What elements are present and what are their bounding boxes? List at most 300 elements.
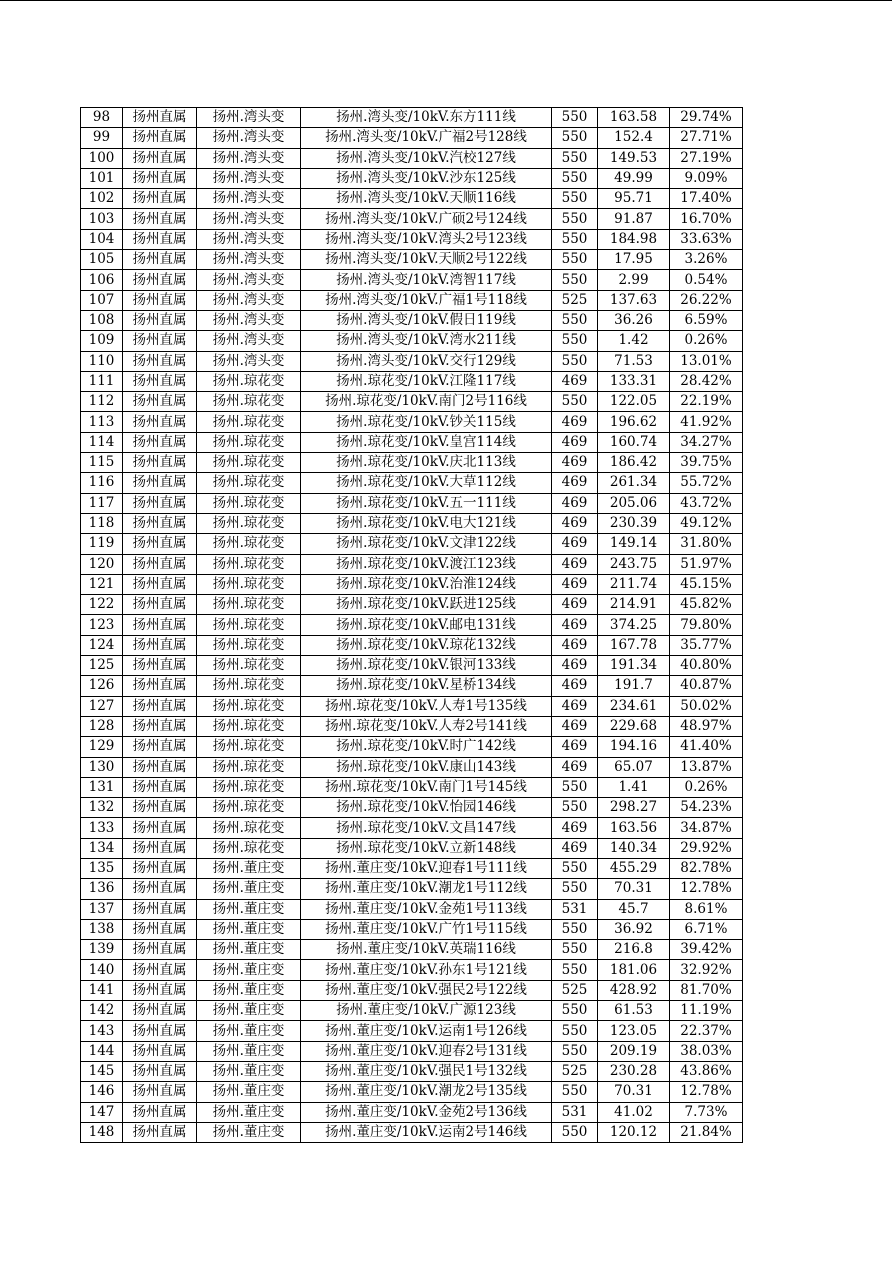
substation-cell: 扬州.琼花变 — [197, 737, 301, 757]
load-rate-cell: 12.78% — [670, 879, 743, 899]
load-rate-cell: 54.23% — [670, 798, 743, 818]
load-rate-cell: 16.70% — [670, 209, 743, 229]
feeder-line-cell: 扬州.董庄变/10kV.迎春1号111线 — [301, 858, 552, 878]
rated-capacity-cell: 469 — [552, 534, 598, 554]
row-number-cell: 122 — [81, 595, 123, 615]
substation-cell: 扬州.湾头变 — [197, 290, 301, 310]
rated-capacity-cell: 469 — [552, 656, 598, 676]
rated-capacity-cell: 550 — [552, 1021, 598, 1041]
load-value-cell: 123.05 — [598, 1021, 670, 1041]
load-rate-cell: 43.72% — [670, 493, 743, 513]
table-row — [81, 899, 743, 919]
load-rate-cell: 27.19% — [670, 148, 743, 168]
substation-cell: 扬州.琼花变 — [197, 574, 301, 594]
load-value-cell: 149.14 — [598, 534, 670, 554]
rated-capacity-cell: 550 — [552, 879, 598, 899]
load-rate-cell: 22.19% — [670, 392, 743, 412]
row-number-cell: 100 — [81, 148, 123, 168]
feeder-line-cell: 扬州.琼花变/10kV.康山143线 — [301, 757, 552, 777]
feeder-line-cell: 扬州.湾头变/10kV.汽校127线 — [301, 148, 552, 168]
load-rate-cell: 29.74% — [670, 108, 743, 128]
substation-cell: 扬州.琼花变 — [197, 513, 301, 533]
substation-cell: 扬州.湾头变 — [197, 250, 301, 270]
load-value-cell: 298.27 — [598, 798, 670, 818]
load-rate-cell: 0.54% — [670, 270, 743, 290]
table-row — [81, 1021, 743, 1041]
load-value-cell: 137.63 — [598, 290, 670, 310]
table-row — [81, 270, 743, 290]
table-row — [81, 757, 743, 777]
load-rate-cell: 43.86% — [670, 1061, 743, 1081]
substation-cell: 扬州.湾头变 — [197, 148, 301, 168]
company-cell: 扬州直属 — [123, 777, 197, 797]
row-number-cell: 123 — [81, 615, 123, 635]
row-number-cell: 99 — [81, 128, 123, 148]
table-row — [81, 1041, 743, 1061]
rated-capacity-cell: 550 — [552, 250, 598, 270]
load-rate-cell: 81.70% — [670, 980, 743, 1000]
substation-cell: 扬州.琼花变 — [197, 818, 301, 838]
company-cell: 扬州直属 — [123, 757, 197, 777]
feeder-line-cell: 扬州.湾头变/10kV.湾智117线 — [301, 270, 552, 290]
row-number-cell: 127 — [81, 696, 123, 716]
load-value-cell: 216.8 — [598, 940, 670, 960]
rated-capacity-cell: 550 — [552, 351, 598, 371]
company-cell: 扬州直属 — [123, 473, 197, 493]
load-value-cell: 70.31 — [598, 879, 670, 899]
rated-capacity-cell: 550 — [552, 798, 598, 818]
feeder-line-cell: 扬州.湾头变/10kV.广硕2号124线 — [301, 209, 552, 229]
row-number-cell: 144 — [81, 1041, 123, 1061]
table-row — [81, 128, 743, 148]
row-number-cell: 132 — [81, 798, 123, 818]
load-value-cell: 230.28 — [598, 1061, 670, 1081]
row-number-cell: 128 — [81, 716, 123, 736]
company-cell: 扬州直属 — [123, 189, 197, 209]
load-value-cell: 181.06 — [598, 960, 670, 980]
table-row — [81, 392, 743, 412]
company-cell: 扬州直属 — [123, 1061, 197, 1081]
row-number-cell: 114 — [81, 432, 123, 452]
load-rate-cell: 13.01% — [670, 351, 743, 371]
load-rate-cell: 40.80% — [670, 656, 743, 676]
load-rate-cell: 8.61% — [670, 899, 743, 919]
table-row — [81, 615, 743, 635]
table-row — [81, 940, 743, 960]
company-cell: 扬州直属 — [123, 858, 197, 878]
substation-cell: 扬州.董庄变 — [197, 1041, 301, 1061]
rated-capacity-cell: 469 — [552, 716, 598, 736]
company-cell: 扬州直属 — [123, 209, 197, 229]
company-cell: 扬州直属 — [123, 128, 197, 148]
rated-capacity-cell: 469 — [552, 595, 598, 615]
load-rate-cell: 39.75% — [670, 453, 743, 473]
substation-cell: 扬州.琼花变 — [197, 777, 301, 797]
load-rate-cell: 27.71% — [670, 128, 743, 148]
load-rate-cell: 33.63% — [670, 229, 743, 249]
table-row — [81, 189, 743, 209]
feeder-line-cell: 扬州.琼花变/10kV.南门1号145线 — [301, 777, 552, 797]
table-row — [81, 1102, 743, 1122]
table-row — [81, 798, 743, 818]
substation-cell: 扬州.琼花变 — [197, 412, 301, 432]
table-row — [81, 493, 743, 513]
rated-capacity-cell: 469 — [552, 513, 598, 533]
table-row — [81, 534, 743, 554]
substation-cell: 扬州.琼花变 — [197, 554, 301, 574]
row-number-cell: 126 — [81, 676, 123, 696]
rated-capacity-cell: 469 — [552, 635, 598, 655]
substation-cell: 扬州.董庄变 — [197, 1082, 301, 1102]
load-value-cell: 2.99 — [598, 270, 670, 290]
load-value-cell: 243.75 — [598, 554, 670, 574]
table-row — [81, 1001, 743, 1021]
feeder-line-cell: 扬州.湾头变/10kV.天顺116线 — [301, 189, 552, 209]
load-rate-cell: 32.92% — [670, 960, 743, 980]
substation-cell: 扬州.湾头变 — [197, 209, 301, 229]
substation-cell: 扬州.湾头变 — [197, 270, 301, 290]
feeder-line-cell: 扬州.董庄变/10kV.强民1号132线 — [301, 1061, 552, 1081]
table-row — [81, 371, 743, 391]
table-row — [81, 980, 743, 1000]
substation-cell: 扬州.湾头变 — [197, 108, 301, 128]
feeder-line-cell: 扬州.湾头变/10kV.交行129线 — [301, 351, 552, 371]
rated-capacity-cell: 469 — [552, 371, 598, 391]
substation-cell: 扬州.琼花变 — [197, 371, 301, 391]
load-value-cell: 184.98 — [598, 229, 670, 249]
row-number-cell: 112 — [81, 392, 123, 412]
substation-cell: 扬州.琼花变 — [197, 716, 301, 736]
feeder-line-cell: 扬州.琼花变/10kV.治淮124线 — [301, 574, 552, 594]
rated-capacity-cell: 469 — [552, 838, 598, 858]
substation-cell: 扬州.湾头变 — [197, 351, 301, 371]
row-number-cell: 146 — [81, 1082, 123, 1102]
load-value-cell: 17.95 — [598, 250, 670, 270]
feeder-line-cell: 扬州.琼花变/10kV.五一111线 — [301, 493, 552, 513]
company-cell: 扬州直属 — [123, 696, 197, 716]
load-rate-cell: 21.84% — [670, 1122, 743, 1142]
substation-cell: 扬州.董庄变 — [197, 858, 301, 878]
company-cell: 扬州直属 — [123, 534, 197, 554]
row-number-cell: 105 — [81, 250, 123, 270]
row-number-cell: 142 — [81, 1001, 123, 1021]
substation-cell: 扬州.琼花变 — [197, 392, 301, 412]
feeder-line-cell: 扬州.琼花变/10kV.人寿2号141线 — [301, 716, 552, 736]
row-number-cell: 130 — [81, 757, 123, 777]
load-rate-cell: 34.87% — [670, 818, 743, 838]
feeder-line-cell: 扬州.琼花变/10kV.银河133线 — [301, 656, 552, 676]
row-number-cell: 148 — [81, 1122, 123, 1142]
feeder-line-cell: 扬州.琼花变/10kV.邮电131线 — [301, 615, 552, 635]
rated-capacity-cell: 469 — [552, 676, 598, 696]
rated-capacity-cell: 550 — [552, 919, 598, 939]
feeder-line-cell: 扬州.琼花变/10kV.立新148线 — [301, 838, 552, 858]
rated-capacity-cell: 469 — [552, 737, 598, 757]
company-cell: 扬州直属 — [123, 838, 197, 858]
rated-capacity-cell: 550 — [552, 148, 598, 168]
substation-cell: 扬州.琼花变 — [197, 615, 301, 635]
feeder-line-cell: 扬州.湾头变/10kV.广福2号128线 — [301, 128, 552, 148]
feeder-line-cell: 扬州.琼花变/10kV.人寿1号135线 — [301, 696, 552, 716]
table-row — [81, 331, 743, 351]
feeder-line-cell: 扬州.琼花变/10kV.江隆117线 — [301, 371, 552, 391]
company-cell: 扬州直属 — [123, 432, 197, 452]
load-value-cell: 455.29 — [598, 858, 670, 878]
table-row — [81, 412, 743, 432]
substation-cell: 扬州.湾头变 — [197, 128, 301, 148]
substation-cell: 扬州.琼花变 — [197, 453, 301, 473]
load-value-cell: 71.53 — [598, 351, 670, 371]
feeder-line-cell: 扬州.董庄变/10kV.孙东1号121线 — [301, 960, 552, 980]
row-number-cell: 145 — [81, 1061, 123, 1081]
load-value-cell: 163.56 — [598, 818, 670, 838]
feeder-line-cell: 扬州.琼花变/10kV.钞关115线 — [301, 412, 552, 432]
table-row — [81, 290, 743, 310]
feeder-line-cell: 扬州.董庄变/10kV.潮龙2号135线 — [301, 1082, 552, 1102]
table-row — [81, 595, 743, 615]
load-rate-cell: 40.87% — [670, 676, 743, 696]
load-value-cell: 209.19 — [598, 1041, 670, 1061]
company-cell: 扬州直属 — [123, 453, 197, 473]
feeder-line-cell: 扬州.琼花变/10kV.庆北113线 — [301, 453, 552, 473]
rated-capacity-cell: 550 — [552, 392, 598, 412]
rated-capacity-cell: 550 — [552, 940, 598, 960]
substation-cell: 扬州.董庄变 — [197, 1102, 301, 1122]
load-value-cell: 1.41 — [598, 777, 670, 797]
rated-capacity-cell: 550 — [552, 858, 598, 878]
table-row — [81, 108, 743, 128]
load-value-cell: 428.92 — [598, 980, 670, 1000]
load-rate-cell: 3.26% — [670, 250, 743, 270]
table-row — [81, 554, 743, 574]
feeder-line-cell: 扬州.琼花变/10kV.跃进125线 — [301, 595, 552, 615]
company-cell: 扬州直属 — [123, 168, 197, 188]
company-cell: 扬州直属 — [123, 290, 197, 310]
row-number-cell: 106 — [81, 270, 123, 290]
load-value-cell: 229.68 — [598, 716, 670, 736]
row-number-cell: 109 — [81, 331, 123, 351]
row-number-cell: 143 — [81, 1021, 123, 1041]
table-row — [81, 209, 743, 229]
rated-capacity-cell: 550 — [552, 128, 598, 148]
table-row — [81, 676, 743, 696]
feeder-line-cell: 扬州.琼花变/10kV.大草112线 — [301, 473, 552, 493]
rated-capacity-cell: 550 — [552, 1001, 598, 1021]
company-cell: 扬州直属 — [123, 493, 197, 513]
load-rate-cell: 55.72% — [670, 473, 743, 493]
substation-cell: 扬州.董庄变 — [197, 899, 301, 919]
load-value-cell: 191.34 — [598, 656, 670, 676]
row-number-cell: 115 — [81, 453, 123, 473]
load-value-cell: 91.87 — [598, 209, 670, 229]
rated-capacity-cell: 550 — [552, 270, 598, 290]
load-rate-cell: 12.78% — [670, 1082, 743, 1102]
load-rate-cell: 34.27% — [670, 432, 743, 452]
row-number-cell: 110 — [81, 351, 123, 371]
company-cell: 扬州直属 — [123, 351, 197, 371]
feeder-line-cell: 扬州.琼花变/10kV.文津122线 — [301, 534, 552, 554]
company-cell: 扬州直属 — [123, 1082, 197, 1102]
row-number-cell: 141 — [81, 980, 123, 1000]
load-value-cell: 61.53 — [598, 1001, 670, 1021]
substation-cell: 扬州.董庄变 — [197, 1021, 301, 1041]
substation-cell: 扬州.琼花变 — [197, 432, 301, 452]
feeder-line-cell: 扬州.董庄变/10kV.英瑞116线 — [301, 940, 552, 960]
table-row — [81, 351, 743, 371]
substation-cell: 扬州.琼花变 — [197, 696, 301, 716]
load-value-cell: 140.34 — [598, 838, 670, 858]
company-cell: 扬州直属 — [123, 899, 197, 919]
load-value-cell: 45.7 — [598, 899, 670, 919]
load-value-cell: 205.06 — [598, 493, 670, 513]
load-value-cell: 211.74 — [598, 574, 670, 594]
company-cell: 扬州直属 — [123, 656, 197, 676]
company-cell: 扬州直属 — [123, 960, 197, 980]
rated-capacity-cell: 550 — [552, 777, 598, 797]
load-value-cell: 261.34 — [598, 473, 670, 493]
feeder-line-cell: 扬州.琼花变/10kV.电大121线 — [301, 513, 552, 533]
substation-cell: 扬州.琼花变 — [197, 534, 301, 554]
feeder-line-cell: 扬州.董庄变/10kV.金苑2号136线 — [301, 1102, 552, 1122]
rated-capacity-cell: 469 — [552, 818, 598, 838]
load-value-cell: 167.78 — [598, 635, 670, 655]
rated-capacity-cell: 531 — [552, 1102, 598, 1122]
rated-capacity-cell: 469 — [552, 574, 598, 594]
load-rate-cell: 31.80% — [670, 534, 743, 554]
load-rate-cell: 45.15% — [670, 574, 743, 594]
row-number-cell: 101 — [81, 168, 123, 188]
row-number-cell: 125 — [81, 656, 123, 676]
rated-capacity-cell: 469 — [552, 757, 598, 777]
load-rate-cell: 41.40% — [670, 737, 743, 757]
load-rate-cell: 41.92% — [670, 412, 743, 432]
feeder-line-cell: 扬州.董庄变/10kV.运南2号146线 — [301, 1122, 552, 1142]
row-number-cell: 117 — [81, 493, 123, 513]
substation-cell: 扬州.湾头变 — [197, 310, 301, 330]
substation-cell: 扬州.董庄变 — [197, 960, 301, 980]
rated-capacity-cell: 550 — [552, 1082, 598, 1102]
load-value-cell: 152.4 — [598, 128, 670, 148]
load-rate-cell: 11.19% — [670, 1001, 743, 1021]
row-number-cell: 147 — [81, 1102, 123, 1122]
substation-cell: 扬州.董庄变 — [197, 919, 301, 939]
feeder-line-cell: 扬州.琼花变/10kV.渡江123线 — [301, 554, 552, 574]
load-rate-cell: 17.40% — [670, 189, 743, 209]
load-value-cell: 70.31 — [598, 1082, 670, 1102]
company-cell: 扬州直属 — [123, 716, 197, 736]
row-number-cell: 133 — [81, 818, 123, 838]
table-row — [81, 310, 743, 330]
load-value-cell: 95.71 — [598, 189, 670, 209]
substation-cell: 扬州.琼花变 — [197, 838, 301, 858]
company-cell: 扬州直属 — [123, 148, 197, 168]
substation-cell: 扬州.琼花变 — [197, 595, 301, 615]
company-cell: 扬州直属 — [123, 940, 197, 960]
company-cell: 扬州直属 — [123, 371, 197, 391]
feeder-line-cell: 扬州.董庄变/10kV.广源123线 — [301, 1001, 552, 1021]
table-row — [81, 696, 743, 716]
substation-cell: 扬州.董庄变 — [197, 1001, 301, 1021]
row-number-cell: 121 — [81, 574, 123, 594]
feeder-line-cell: 扬州.湾头变/10kV.假日119线 — [301, 310, 552, 330]
load-rate-cell: 48.97% — [670, 716, 743, 736]
load-value-cell: 163.58 — [598, 108, 670, 128]
table-row — [81, 838, 743, 858]
rated-capacity-cell: 531 — [552, 899, 598, 919]
company-cell: 扬州直属 — [123, 392, 197, 412]
feeder-line-cell: 扬州.湾头变/10kV.东方111线 — [301, 108, 552, 128]
table-row — [81, 574, 743, 594]
feeder-line-cell: 扬州.琼花变/10kV.时广142线 — [301, 737, 552, 757]
load-value-cell: 120.12 — [598, 1122, 670, 1142]
row-number-cell: 119 — [81, 534, 123, 554]
table-row — [81, 473, 743, 493]
substation-cell: 扬州.湾头变 — [197, 189, 301, 209]
rated-capacity-cell: 525 — [552, 290, 598, 310]
load-rate-cell: 35.77% — [670, 635, 743, 655]
row-number-cell: 104 — [81, 229, 123, 249]
load-rate-cell: 45.82% — [670, 595, 743, 615]
table-row — [81, 879, 743, 899]
company-cell: 扬州直属 — [123, 250, 197, 270]
load-rate-cell: 51.97% — [670, 554, 743, 574]
load-value-cell: 186.42 — [598, 453, 670, 473]
feeder-load-table — [80, 107, 743, 1143]
rated-capacity-cell: 550 — [552, 1122, 598, 1142]
rated-capacity-cell: 550 — [552, 310, 598, 330]
substation-cell: 扬州.琼花变 — [197, 757, 301, 777]
row-number-cell: 140 — [81, 960, 123, 980]
table-row — [81, 858, 743, 878]
company-cell: 扬州直属 — [123, 737, 197, 757]
load-value-cell: 214.91 — [598, 595, 670, 615]
row-number-cell: 139 — [81, 940, 123, 960]
load-value-cell: 36.92 — [598, 919, 670, 939]
load-value-cell: 374.25 — [598, 615, 670, 635]
row-number-cell: 98 — [81, 108, 123, 128]
row-number-cell: 107 — [81, 290, 123, 310]
company-cell: 扬州直属 — [123, 1041, 197, 1061]
company-cell: 扬州直属 — [123, 270, 197, 290]
load-rate-cell: 38.03% — [670, 1041, 743, 1061]
row-number-cell: 111 — [81, 371, 123, 391]
company-cell: 扬州直属 — [123, 229, 197, 249]
rated-capacity-cell: 469 — [552, 432, 598, 452]
load-value-cell: 122.05 — [598, 392, 670, 412]
row-number-cell: 113 — [81, 412, 123, 432]
company-cell: 扬州直属 — [123, 1102, 197, 1122]
feeder-line-cell: 扬州.湾头变/10kV.沙东125线 — [301, 168, 552, 188]
substation-cell: 扬州.琼花变 — [197, 493, 301, 513]
feeder-line-cell: 扬州.董庄变/10kV.迎春2号131线 — [301, 1041, 552, 1061]
substation-cell: 扬州.董庄变 — [197, 879, 301, 899]
load-rate-cell: 79.80% — [670, 615, 743, 635]
table-row — [81, 656, 743, 676]
company-cell: 扬州直属 — [123, 513, 197, 533]
load-rate-cell: 28.42% — [670, 371, 743, 391]
rated-capacity-cell: 550 — [552, 229, 598, 249]
table-row — [81, 432, 743, 452]
table-row — [81, 818, 743, 838]
table-row — [81, 229, 743, 249]
row-number-cell: 135 — [81, 858, 123, 878]
rated-capacity-cell: 550 — [552, 189, 598, 209]
load-rate-cell: 49.12% — [670, 513, 743, 533]
table-row — [81, 716, 743, 736]
rated-capacity-cell: 469 — [552, 453, 598, 473]
rated-capacity-cell: 525 — [552, 1061, 598, 1081]
load-value-cell: 133.31 — [598, 371, 670, 391]
